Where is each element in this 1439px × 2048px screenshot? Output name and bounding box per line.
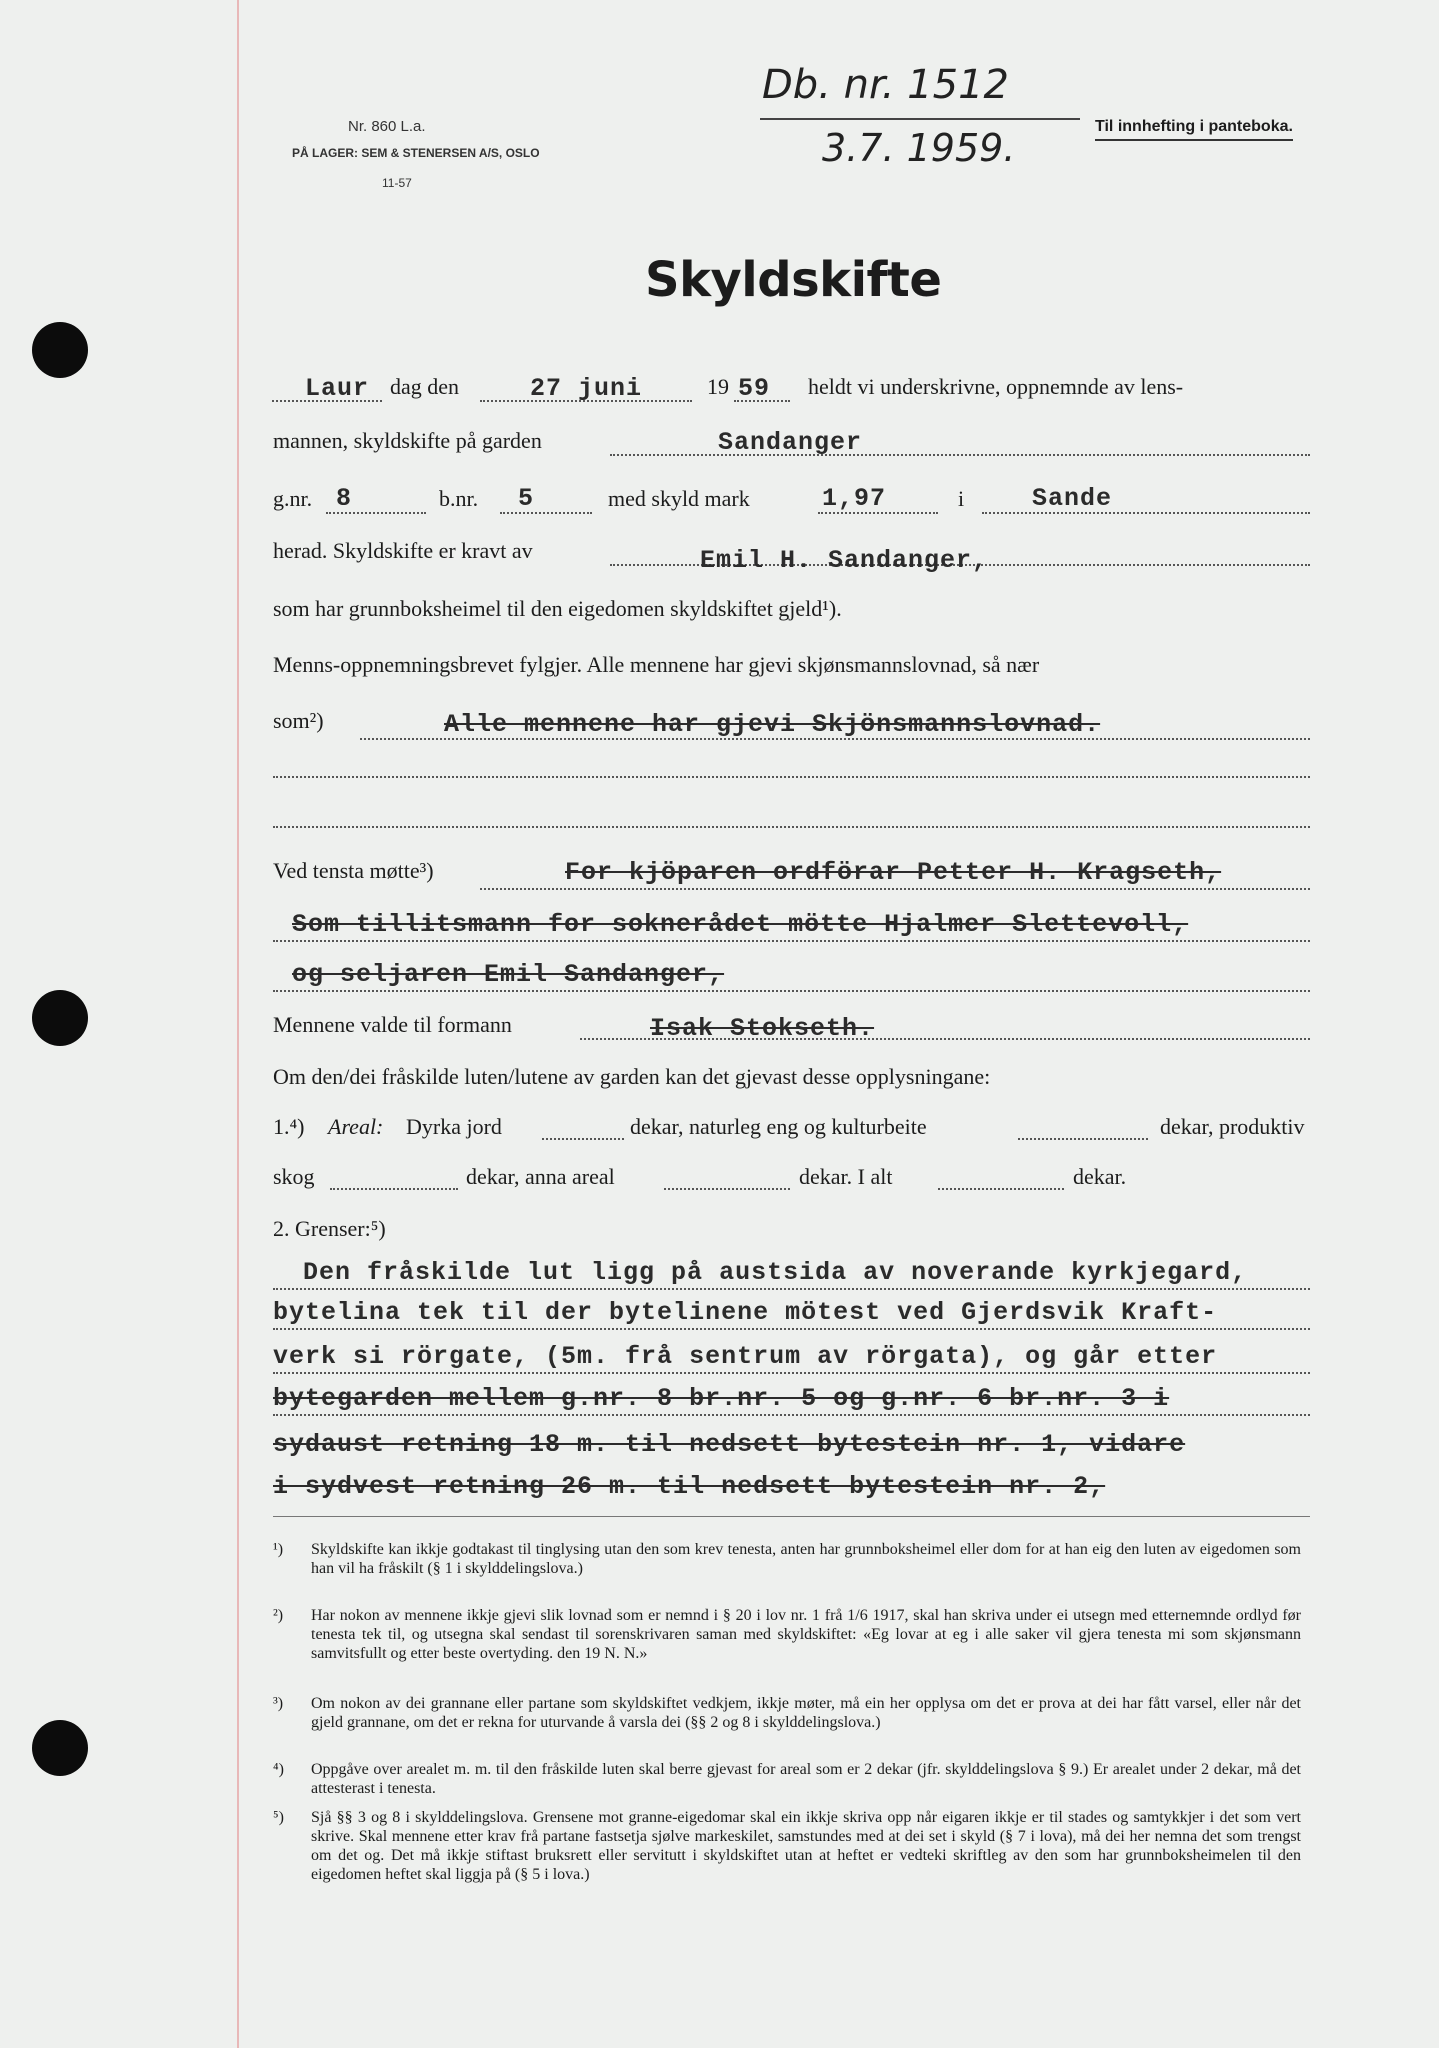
oath-value: Alle mennene har gjevi Skjönsmannslovnad. xyxy=(444,710,1101,739)
punch-hole-middle xyxy=(32,990,88,1046)
form-edition: 11-57 xyxy=(382,176,412,190)
form-number: Nr. 860 L.a. xyxy=(348,118,426,135)
boundary-line-6: i sydvest retning 26 m. til nedsett bytestein nr. 2, xyxy=(273,1472,1106,1501)
dyrka-line xyxy=(542,1138,624,1140)
doc-date-stamp: 3.7. 1959. xyxy=(822,126,1016,170)
bnr-value: 5 xyxy=(518,484,535,513)
boundary-line-2: bytelina tek til der bytelinene mötest ved Gjerdsvik Kraft- xyxy=(273,1298,1218,1327)
footnote-num: ¹) xyxy=(273,1541,284,1558)
boundary-rule-4 xyxy=(273,1414,1310,1416)
footnote-num: ⁵) xyxy=(273,1809,284,1826)
label-menns: Menns-oppnemningsbrevet fylgjer. Alle mennene har gjevi skjønsmannslovnad, så nær xyxy=(273,652,1040,677)
label-grenser: 2. Grenser:⁵) xyxy=(273,1216,386,1241)
boundary-rule-3 xyxy=(273,1372,1310,1374)
doc-number-stamp: Db. nr. 1512 xyxy=(762,62,1009,108)
attendance-1: For kjöparen ordförar Petter H. Kragseth, xyxy=(565,858,1222,887)
boundary-line-3: verk si rörgate, (5m. frå sentrum av rörgata), og går etter xyxy=(273,1342,1218,1371)
stamp-underline xyxy=(760,118,1080,120)
label-year-prefix: 19 xyxy=(707,374,729,399)
label-dag-den: dag den xyxy=(390,374,460,399)
boundary-line-5: sydaust retning 18 m. til nedsett bytestein nr. 1, vidare xyxy=(273,1430,1186,1459)
footnote-text: Sjå §§ 3 og 8 i skylddelingslova. Grensene mot granne-eigedomar skal ein ikkje skriva opp når eigaren ikkje er til stades og samtykkjer i det som vert skrive. Skal mennene etter krav frå partane fastsetja sjølve markeskilet, samstundes med at dei set i skyld (§ 7 i lova), må dei her nemna det som trengst om det og. Det må ikkje stiftast bruksrett eller servitutt i skyldskiftet utan at heftet er vedteki skriftleg av den som har grunnboksheimelen til den eigedomen heftet skal liggja på (§ 5 i lova.) xyxy=(311,1809,1301,1883)
label-dekar-naturleg: dekar, naturleg eng og kulturbeite xyxy=(630,1114,927,1139)
footnote-divider xyxy=(273,1516,1310,1517)
footnote-1 xyxy=(273,1540,1313,1600)
attendance-line-1 xyxy=(480,888,1310,890)
boundary-rule-2 xyxy=(273,1328,1310,1330)
label-dekar-anna: dekar, anna areal xyxy=(466,1164,615,1189)
boundary-rule-1 xyxy=(273,1288,1310,1290)
footnote-4 xyxy=(273,1760,1313,1800)
date-value: 27 juni xyxy=(530,374,643,403)
footnote-num: ³) xyxy=(273,1695,284,1712)
label-som: som²) xyxy=(273,708,324,733)
label-dekar-i-alt: dekar. I alt xyxy=(799,1164,893,1189)
blank-line-2 xyxy=(273,826,1310,828)
farm-value: Sandanger xyxy=(718,428,863,457)
i-alt-line xyxy=(938,1188,1064,1190)
margin-rule xyxy=(237,0,239,2048)
attendance-2: Som tillitsmann for soknerådet mötte Hjalmer Slettevoll, xyxy=(292,910,1189,939)
bnr-line xyxy=(500,512,592,514)
footnote-text: Har nokon av mennene ikkje gjevi slik lovnad som er nemnd i § 20 i lov nr. 1 frå 1/6 1917, skal han skriva under ei utsegn med etternemnde ordlyd før tenesta tek til, og utsegna skal sendast til sorenskrivaren saman med skyldskiftet: «Eg lovar at eg i alle saker vil gjera tenesta mi som skjønsmann samvitsfullt og etter beste overtyding. den 19 N. N.» xyxy=(311,1607,1301,1662)
label-valde: Mennene valde til formann xyxy=(273,1012,512,1037)
label-i: i xyxy=(958,486,965,511)
label-skog: skog xyxy=(273,1164,315,1189)
footnote-num: ²) xyxy=(273,1607,284,1624)
skog-line xyxy=(330,1188,458,1190)
chairman-value: Isak Stokseth. xyxy=(650,1014,875,1043)
attendance-line-2 xyxy=(273,940,1310,942)
label-mannen: mannen, skyldskifte på garden xyxy=(273,428,542,453)
label-herad: herad. Skyldskifte er kravt av xyxy=(273,538,533,563)
footnote-num: ⁴) xyxy=(273,1761,284,1778)
label-om-den: Om den/dei fråskilde luten/lutene av garden kan det gjevast desse opplysningane: xyxy=(273,1064,991,1089)
punch-hole-top xyxy=(32,322,88,378)
label-dyrka: Dyrka jord xyxy=(406,1114,502,1139)
footnote-text: Skyldskifte kan ikkje godtakast til tinglysing utan den som krev tenesta, anten har grunnboksheimel eller dom for at han eig den luten av eigedomen som han vil ha fråskilt (§ 1 i skylddelingslova.) xyxy=(311,1541,1301,1577)
requester-value: Emil H. Sandanger, xyxy=(700,546,989,575)
year-value: 59 xyxy=(738,374,771,403)
footnote-2 xyxy=(273,1606,1313,1686)
label-areal: Areal: xyxy=(328,1114,384,1139)
label-med-skyld: med skyld mark xyxy=(608,486,750,511)
form-supplier: PÅ LAGER: SEM & STENERSEN A/S, OSLO xyxy=(292,146,540,160)
attendance-line-3 xyxy=(273,990,1310,992)
anna-line xyxy=(664,1188,790,1190)
gnr-value: 8 xyxy=(336,484,353,513)
attendance-3: og seljaren Emil Sandanger, xyxy=(292,960,725,989)
label-dekar-end: dekar. xyxy=(1073,1164,1127,1189)
blank-line-1 xyxy=(273,776,1310,778)
document-title: Skyldskifte xyxy=(645,252,942,308)
footnote-5 xyxy=(273,1808,1313,1928)
boundary-line-1: Den fråskilde lut ligg på austsida av noverande kyrkjegard, xyxy=(303,1258,1248,1287)
header-note: Til innhefting i panteboka. xyxy=(1095,118,1293,141)
label-ved-tensta: Ved tensta møtte³) xyxy=(273,858,434,883)
label-held: heldt vi underskrivne, oppnemnde av lens- xyxy=(808,374,1184,399)
label-som-har: som har grunnboksheimel til den eigedomen skyldskiftet gjeld¹). xyxy=(273,596,842,621)
punch-hole-bottom xyxy=(32,1720,88,1776)
label-dekar-produktiv: dekar, produktiv xyxy=(1160,1114,1305,1139)
municipality-value: Sande xyxy=(1032,484,1113,513)
footnote-3 xyxy=(273,1694,1313,1754)
label-gnr: g.nr. xyxy=(273,486,313,511)
label-areal-num: 1.⁴) xyxy=(273,1114,305,1139)
naturleg-line xyxy=(1018,1138,1148,1140)
skyld-value: 1,97 xyxy=(822,484,887,513)
boundary-line-4: bytegarden mellem g.nr. 8 br.nr. 5 og g.nr. 6 br.nr. 3 i xyxy=(273,1384,1170,1413)
weekday-value: Laur xyxy=(305,374,370,403)
label-bnr: b.nr. xyxy=(439,486,479,511)
footnote-text: Oppgåve over arealet m. m. til den fråskilde luten skal berre gjevast for areal som er 2 dekar (jfr. skylddelingslova § 9.) Er arealet under 2 dekar, må det attesterast i tenesta. xyxy=(311,1761,1301,1797)
footnote-text: Om nokon av dei grannane eller partane som skyldskiftet vedkjem, ikkje møter, må ein her opplysa om det er prova at dei har fått varsel, eller når det gjeld grannane, om det er rekna for uturvande å varsla dei (§§ 2 og 8 i skylddelingslova.) xyxy=(311,1695,1301,1731)
farm-line xyxy=(610,454,1310,456)
